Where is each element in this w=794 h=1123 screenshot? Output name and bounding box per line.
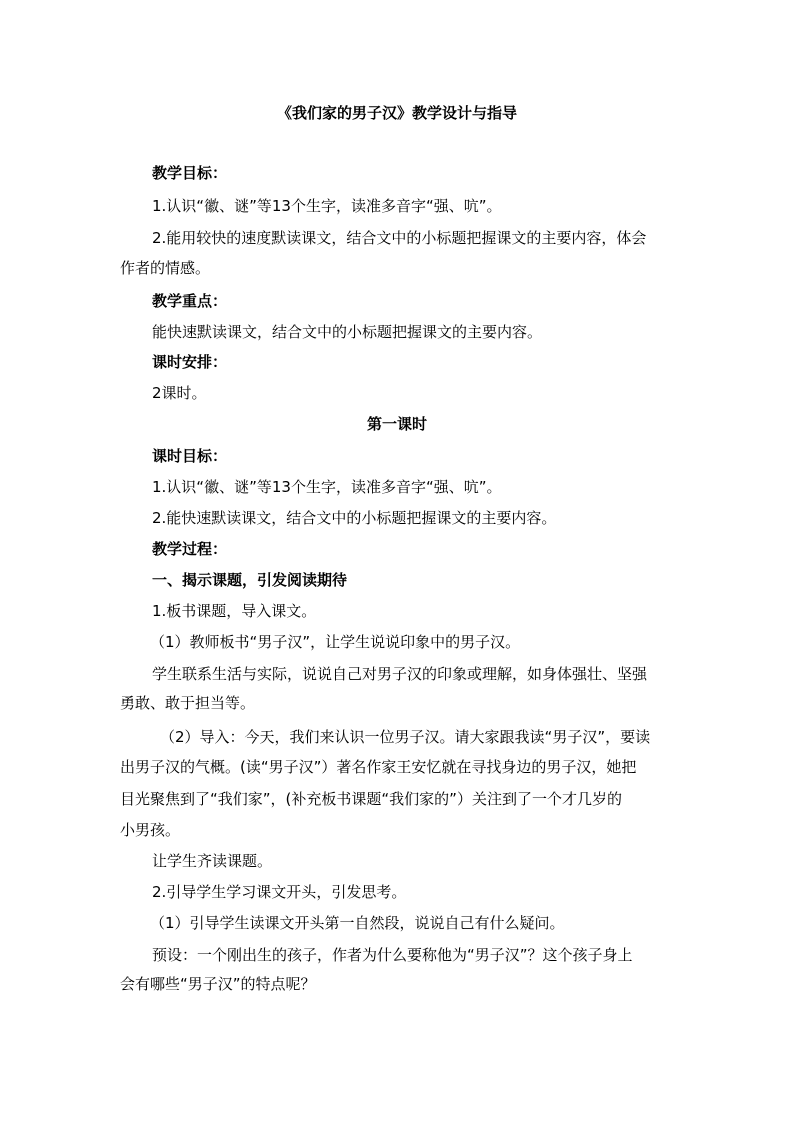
objective-line: 1.认识“徽、谜”等13个生字，读准多音字“强、吭”。 — [152, 197, 502, 215]
key-points-text: 能快速默读课文，结合文中的小标题把握课文的主要内容。 — [152, 323, 543, 341]
document-title: 《我们家的男子汉》教学设计与指导 — [276, 104, 517, 122]
step-two-a: （1）引导学生读课文开头第一自然段，说说自己有什么疑问。 — [150, 914, 565, 932]
student-paragraph-line: 勇敢、敢于担当等。 — [120, 694, 256, 712]
lesson-objective-line: 2.能快速默读课文，结合文中的小标题把握课文的主要内容。 — [152, 509, 557, 527]
schedule-text: 2课时。 — [152, 384, 207, 402]
lesson-objectives-heading: 课时目标： — [152, 447, 228, 465]
section-one-heading: 一、揭示课题，引发阅读期待 — [152, 571, 348, 589]
preset-line: 会有哪些“男子汉”的特点呢？ — [120, 975, 316, 993]
lesson-objective-line: 1.认识“徽、谜”等13个生字，读准多音字“强、吭”。 — [152, 478, 502, 496]
process-heading: 教学过程： — [152, 540, 228, 558]
step-one-b-line: 出男子汉的气概。(读“男子汉”）著名作家王安忆就在寻找身边的男子汉，她把 — [120, 758, 637, 776]
step-one-b-line: 目光聚焦到了“我们家”，(补充板书课题“我们家的”）关注到了一个才几岁的 — [120, 790, 622, 808]
step-two: 2.引导学生学习课文开头，引发思考。 — [152, 883, 407, 901]
lesson-one-heading: 第一课时 — [366, 415, 427, 433]
objective-line: 作者的情感。 — [120, 259, 211, 277]
step-one-a: （1）教师板书“男子汉”，让学生说说印象中的男子汉。 — [150, 633, 521, 651]
step-one-b-line: 小男孩。 — [120, 821, 181, 839]
preset-line: 预设：一个刚出生的孩子，作者为什么要称他为“男子汉”？这个孩子身上 — [152, 946, 633, 964]
objectives-heading: 教学目标： — [152, 164, 228, 182]
student-paragraph-line: 学生联系生活与实际，说说自己对男子汉的印象或理解，如身体强壮、坚强 — [152, 665, 648, 683]
key-points-heading: 教学重点： — [152, 292, 228, 310]
step-one-b-line: （2）导入：今天，我们来认识一位男子汉。请大家跟我读“男子汉”，要读 — [160, 728, 651, 746]
step-one: 1.板书课题，导入课文。 — [152, 602, 317, 620]
read-title-text: 让学生齐读课题。 — [152, 852, 273, 870]
schedule-heading: 课时安排： — [152, 353, 228, 371]
objective-line: 2.能用较快的速度默读课文，结合文中的小标题把握课文的主要内容，体会 — [152, 229, 647, 247]
